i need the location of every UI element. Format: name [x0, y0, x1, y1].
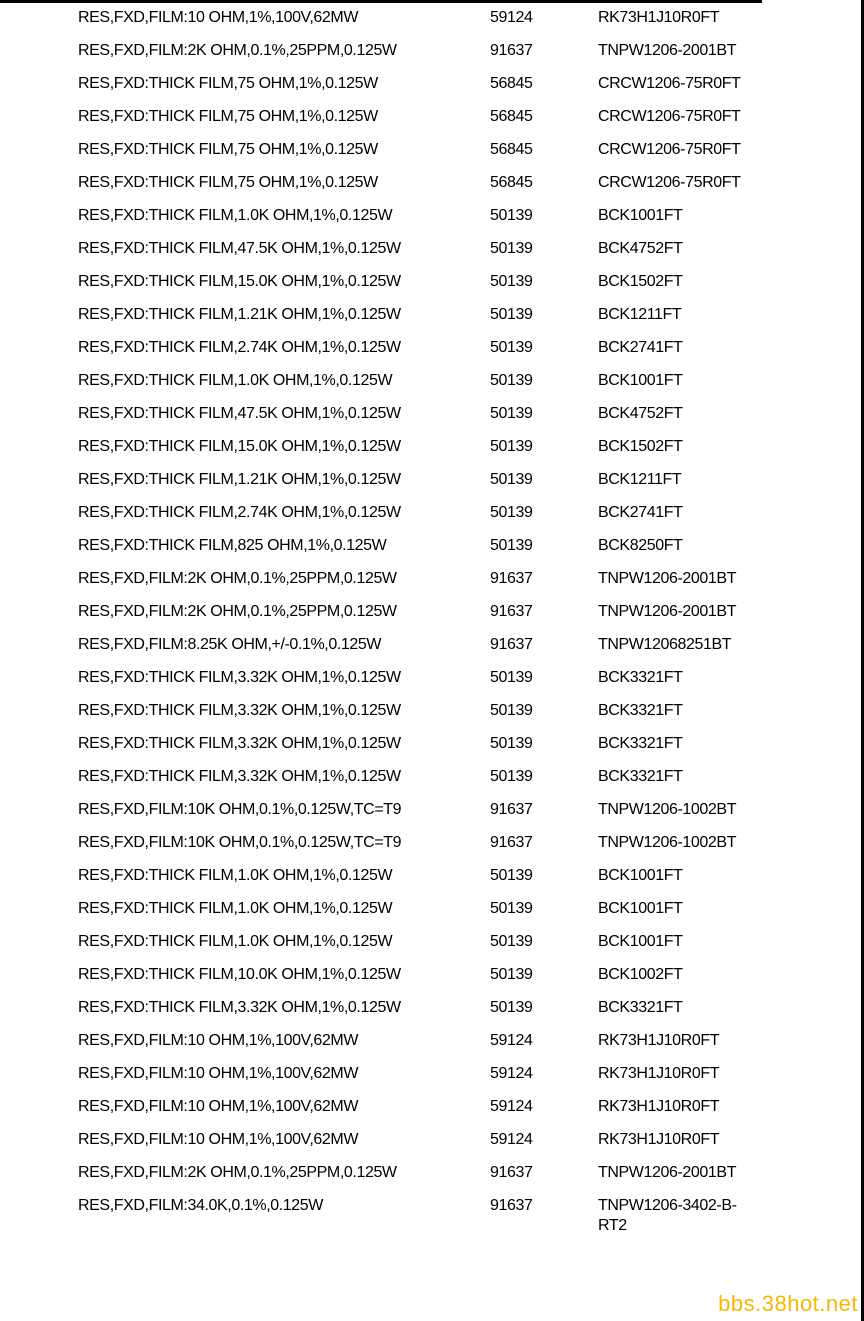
parts-row — [0, 866, 860, 899]
part-number: CRCW1206-75R0FT — [598, 174, 741, 191]
manufacturer-code: 56845 — [490, 141, 533, 158]
parts-row — [0, 800, 860, 833]
parts-row — [0, 932, 860, 965]
part-number: RK73H1J10R0FT — [598, 1032, 720, 1049]
part-description: RES,FXD,FILM:8.25K OHM,+/-0.1%,0.125W — [78, 636, 382, 653]
parts-row — [0, 305, 860, 338]
manufacturer-code: 59124 — [490, 9, 533, 26]
manufacturer-code: 50139 — [490, 999, 533, 1016]
manufacturer-code: 91637 — [490, 1197, 533, 1214]
manufacturer-code: 59124 — [490, 1065, 533, 1082]
top-rule — [0, 0, 762, 3]
manufacturer-code: 59124 — [490, 1032, 533, 1049]
parts-row — [0, 569, 860, 602]
part-description: RES,FXD:THICK FILM,1.0K OHM,1%,0.125W — [78, 867, 393, 884]
parts-row — [0, 734, 860, 767]
part-description: RES,FXD:THICK FILM,1.0K OHM,1%,0.125W — [78, 933, 393, 950]
parts-row — [0, 602, 860, 635]
part-description: RES,FXD,FILM:10K OHM,0.1%,0.125W,TC=T9 — [78, 834, 402, 851]
part-description: RES,FXD:THICK FILM,3.32K OHM,1%,0.125W — [78, 669, 401, 686]
part-number: TNPW1206-1002BT — [598, 801, 737, 818]
part-description: RES,FXD,FILM:10K OHM,0.1%,0.125W,TC=T9 — [78, 801, 402, 818]
parts-row — [0, 206, 860, 239]
part-description: RES,FXD:THICK FILM,10.0K OHM,1%,0.125W — [78, 966, 401, 983]
part-number: TNPW1206-1002BT — [598, 834, 737, 851]
part-number: BCK3321FT — [598, 702, 683, 719]
parts-list — [0, 8, 860, 1234]
manufacturer-code: 56845 — [490, 108, 533, 125]
part-number: BCK1502FT — [598, 438, 683, 455]
watermark: bbs.38hot.net — [718, 1291, 858, 1316]
part-description: RES,FXD:THICK FILM,825 OHM,1%,0.125W — [78, 537, 387, 554]
manufacturer-code: 50139 — [490, 867, 533, 884]
parts-row — [0, 404, 860, 437]
parts-row — [0, 140, 860, 173]
part-description: RES,FXD:THICK FILM,15.0K OHM,1%,0.125W — [78, 273, 401, 290]
part-number: TNPW12068251BT — [598, 636, 732, 653]
part-number: BCK2741FT — [598, 504, 683, 521]
part-number: BCK1211FT — [598, 306, 682, 323]
manufacturer-code: 50139 — [490, 240, 533, 257]
part-number: BCK1001FT — [598, 867, 683, 884]
part-number: RK73H1J10R0FT — [598, 1131, 720, 1148]
parts-row — [0, 41, 860, 74]
parts-row — [0, 1097, 860, 1130]
parts-row — [0, 998, 860, 1031]
part-description: RES,FXD:THICK FILM,75 OHM,1%,0.125W — [78, 108, 378, 125]
part-number: BCK4752FT — [598, 405, 683, 422]
part-description: RES,FXD,FILM:34.0K,0.1%,0.125W — [78, 1197, 323, 1214]
parts-row — [0, 536, 860, 569]
part-number: CRCW1206-75R0FT — [598, 141, 741, 158]
manufacturer-code: 59124 — [490, 1098, 533, 1115]
part-number: RK73H1J10R0FT — [598, 1098, 720, 1115]
part-description: RES,FXD:THICK FILM,3.32K OHM,1%,0.125W — [78, 735, 401, 752]
manufacturer-code: 50139 — [490, 900, 533, 917]
part-description: RES,FXD:THICK FILM,75 OHM,1%,0.125W — [78, 75, 378, 92]
part-number: BCK1002FT — [598, 966, 683, 983]
parts-row — [0, 173, 860, 206]
parts-row — [0, 272, 860, 305]
part-number: BCK3321FT — [598, 999, 683, 1016]
manufacturer-code: 91637 — [490, 801, 533, 818]
part-number: BCK1001FT — [598, 372, 683, 389]
part-number: RK73H1J10R0FT — [598, 9, 720, 26]
manufacturer-code: 50139 — [490, 669, 533, 686]
manufacturer-code: 91637 — [490, 603, 533, 620]
part-description: RES,FXD:THICK FILM,15.0K OHM,1%,0.125W — [78, 438, 401, 455]
parts-row — [0, 1196, 860, 1234]
part-description: RES,FXD:THICK FILM,2.74K OHM,1%,0.125W — [78, 504, 401, 521]
part-description: RES,FXD:THICK FILM,1.0K OHM,1%,0.125W — [78, 900, 393, 917]
manufacturer-code: 50139 — [490, 504, 533, 521]
parts-row — [0, 701, 860, 734]
part-number: CRCW1206-75R0FT — [598, 108, 741, 125]
manufacturer-code: 50139 — [490, 438, 533, 455]
part-description: RES,FXD:THICK FILM,1.21K OHM,1%,0.125W — [78, 306, 401, 323]
parts-row — [0, 107, 860, 140]
manufacturer-code: 91637 — [490, 570, 533, 587]
parts-row — [0, 239, 860, 272]
parts-row — [0, 1130, 860, 1163]
manufacturer-code: 50139 — [490, 768, 533, 785]
parts-row — [0, 1163, 860, 1196]
part-number: TNPW1206-2001BT — [598, 42, 737, 59]
part-description: RES,FXD:THICK FILM,1.0K OHM,1%,0.125W — [78, 207, 393, 224]
manufacturer-code: 50139 — [490, 471, 533, 488]
part-number: RK73H1J10R0FT — [598, 1065, 720, 1082]
part-number: BCK1211FT — [598, 471, 682, 488]
manufacturer-code: 50139 — [490, 372, 533, 389]
manufacturer-code: 50139 — [490, 339, 533, 356]
parts-row — [0, 8, 860, 41]
part-number: TNPW1206-2001BT — [598, 570, 737, 587]
parts-row — [0, 1031, 860, 1064]
manufacturer-code: 91637 — [490, 42, 533, 59]
parts-row — [0, 668, 860, 701]
part-description: RES,FXD,FILM:10 OHM,1%,100V,62MW — [78, 1131, 359, 1148]
part-description: RES,FXD,FILM:2K OHM,0.1%,25PPM,0.125W — [78, 42, 397, 59]
parts-row — [0, 371, 860, 404]
parts-row — [0, 437, 860, 470]
parts-row — [0, 833, 860, 866]
part-description: RES,FXD,FILM:2K OHM,0.1%,25PPM,0.125W — [78, 1164, 397, 1181]
part-number: BCK1502FT — [598, 273, 683, 290]
part-description: RES,FXD,FILM:10 OHM,1%,100V,62MW — [78, 1032, 359, 1049]
part-number: BCK1001FT — [598, 933, 683, 950]
manufacturer-code: 50139 — [490, 207, 533, 224]
manufacturer-code: 59124 — [490, 1131, 533, 1148]
part-description: RES,FXD:THICK FILM,75 OHM,1%,0.125W — [78, 174, 378, 191]
manufacturer-code: 50139 — [490, 933, 533, 950]
parts-row — [0, 767, 860, 800]
part-number: BCK1001FT — [598, 207, 683, 224]
part-number: BCK3321FT — [598, 735, 683, 752]
parts-row — [0, 338, 860, 371]
part-description: RES,FXD,FILM:10 OHM,1%,100V,62MW — [78, 1098, 359, 1115]
manufacturer-code: 91637 — [490, 636, 533, 653]
part-description: RES,FXD:THICK FILM,1.0K OHM,1%,0.125W — [78, 372, 393, 389]
parts-row — [0, 635, 860, 668]
parts-row — [0, 899, 860, 932]
part-number: BCK3321FT — [598, 669, 683, 686]
part-description: RES,FXD:THICK FILM,2.74K OHM,1%,0.125W — [78, 339, 401, 356]
parts-row — [0, 965, 860, 998]
manufacturer-code: 91637 — [490, 834, 533, 851]
manufacturer-code: 91637 — [490, 1164, 533, 1181]
manufacturer-code: 50139 — [490, 735, 533, 752]
part-number: TNPW1206-3402-B- RT2 — [598, 1197, 737, 1234]
part-number: BCK4752FT — [598, 240, 683, 257]
parts-row — [0, 1064, 860, 1097]
part-description: RES,FXD:THICK FILM,47.5K OHM,1%,0.125W — [78, 240, 401, 257]
part-number: BCK8250FT — [598, 537, 683, 554]
part-number: BCK3321FT — [598, 768, 683, 785]
manufacturer-code: 50139 — [490, 306, 533, 323]
part-description: RES,FXD:THICK FILM,1.21K OHM,1%,0.125W — [78, 471, 401, 488]
part-description: RES,FXD:THICK FILM,47.5K OHM,1%,0.125W — [78, 405, 401, 422]
manufacturer-code: 50139 — [490, 966, 533, 983]
part-number: TNPW1206-2001BT — [598, 1164, 737, 1181]
manufacturer-code: 56845 — [490, 174, 533, 191]
manufacturer-code: 50139 — [490, 537, 533, 554]
parts-row — [0, 470, 860, 503]
part-description: RES,FXD,FILM:2K OHM,0.1%,25PPM,0.125W — [78, 603, 397, 620]
parts-row — [0, 74, 860, 107]
part-description: RES,FXD,FILM:10 OHM,1%,100V,62MW — [78, 9, 359, 26]
part-number: TNPW1206-2001BT — [598, 603, 737, 620]
part-number: BCK1001FT — [598, 900, 683, 917]
manufacturer-code: 50139 — [490, 273, 533, 290]
parts-row — [0, 503, 860, 536]
part-number: BCK2741FT — [598, 339, 683, 356]
part-description: RES,FXD:THICK FILM,75 OHM,1%,0.125W — [78, 141, 378, 158]
part-description: RES,FXD,FILM:10 OHM,1%,100V,62MW — [78, 1065, 359, 1082]
part-description: RES,FXD,FILM:2K OHM,0.1%,25PPM,0.125W — [78, 570, 397, 587]
manufacturer-code: 50139 — [490, 405, 533, 422]
manufacturer-code: 56845 — [490, 75, 533, 92]
manufacturer-code: 50139 — [490, 702, 533, 719]
part-number: CRCW1206-75R0FT — [598, 75, 741, 92]
part-description: RES,FXD:THICK FILM,3.32K OHM,1%,0.125W — [78, 702, 401, 719]
part-description: RES,FXD:THICK FILM,3.32K OHM,1%,0.125W — [78, 768, 401, 785]
part-description: RES,FXD:THICK FILM,3.32K OHM,1%,0.125W — [78, 999, 401, 1016]
